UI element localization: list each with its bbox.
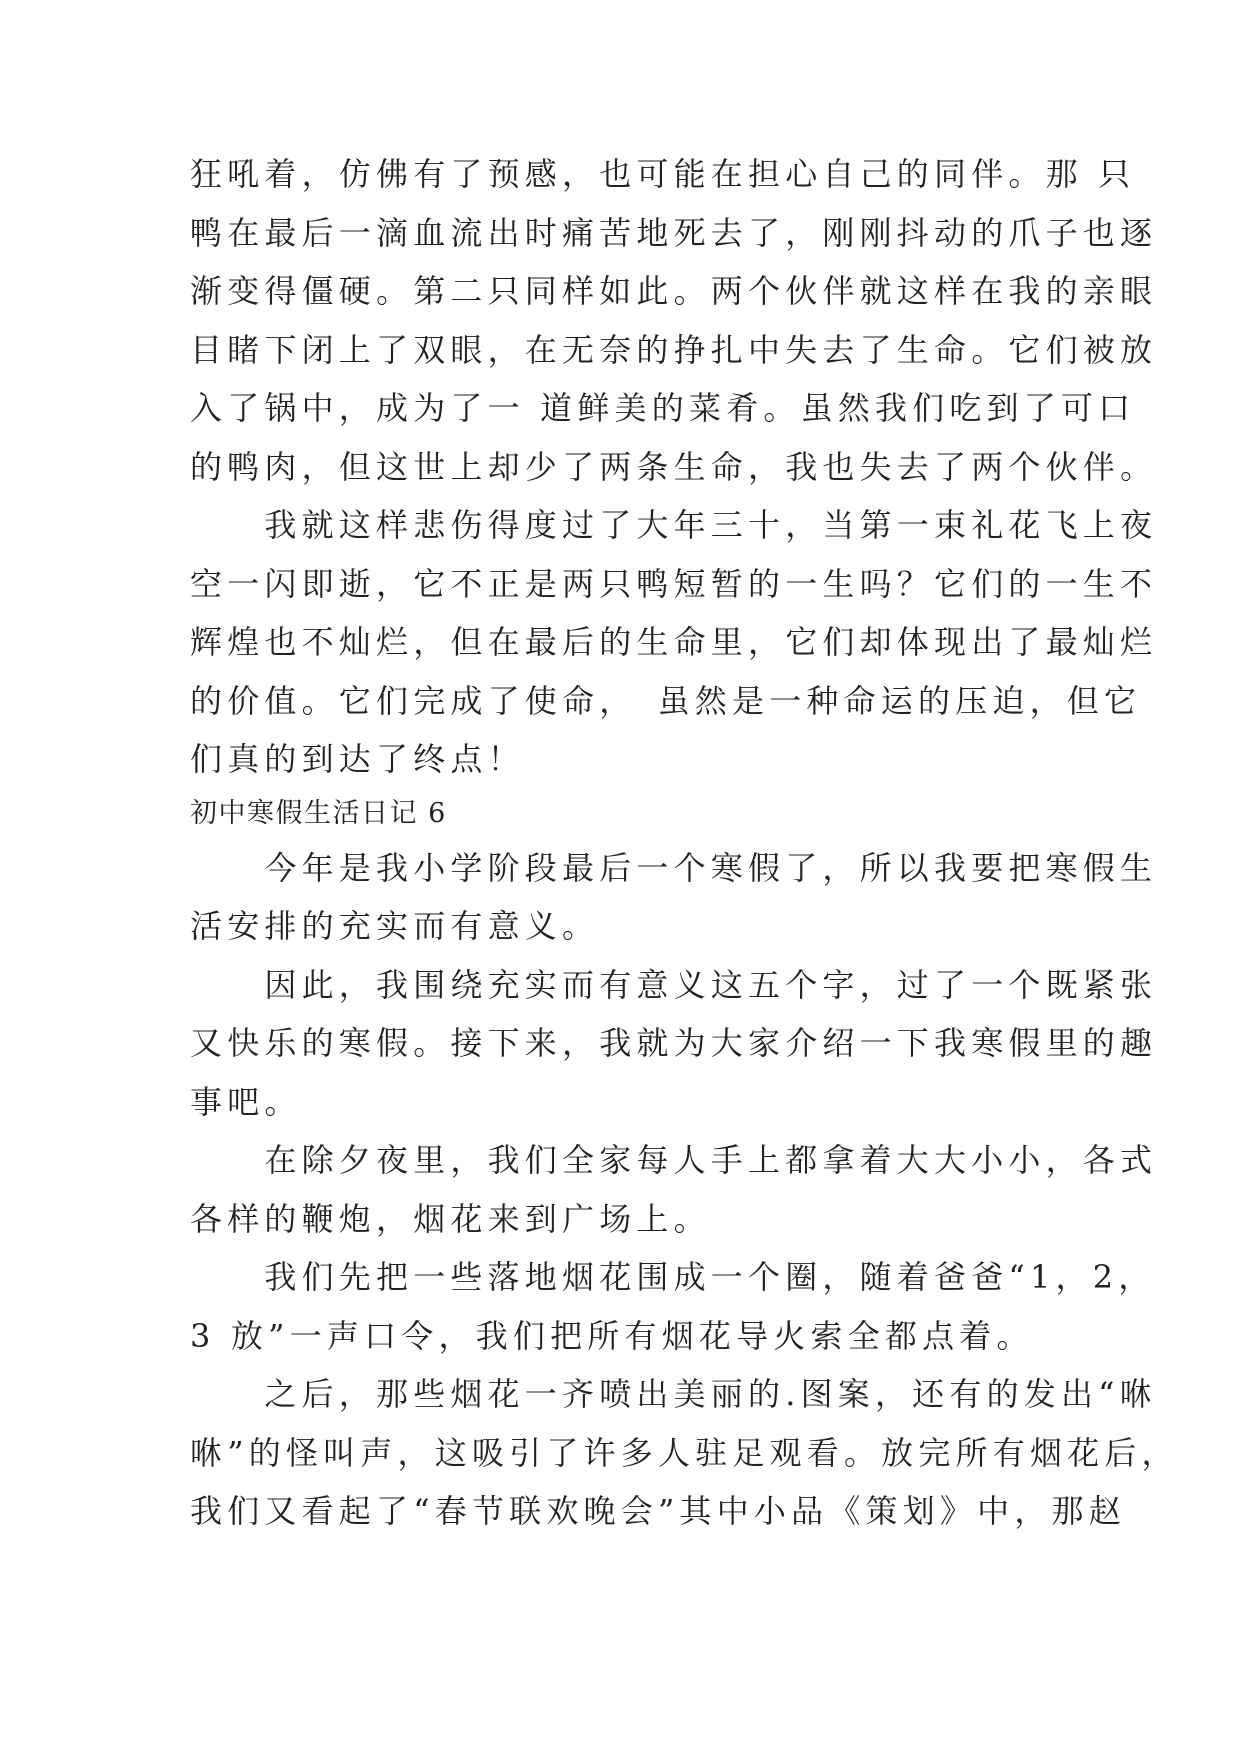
paragraph-line: 因此，我围绕充实而有意义这五个字，过了一个既紧张 [190, 965, 1158, 1004]
paragraph-line: 狂吼着，仿佛有了预感，也可能在担心自己的同伴。那 只 [190, 155, 1136, 193]
paragraph-line: 们真的到达了终点！ [190, 740, 525, 778]
paragraph-line: 今年是我小学阶段最后一个寒假了，所以我要把寒假生 [190, 848, 1158, 887]
paragraph-line: 目睹下闭上了双眼，在无奈的挣扎中失去了生命。它们被放 [190, 330, 1158, 369]
paragraph-line: 在除夕夜里，我们全家每人手上都拿着大大小小，各式 [190, 1141, 1158, 1179]
paragraph-line: 入了锅中，成为了一 道鲜美的菜肴。虽然我们吃到了可口 [190, 389, 1136, 427]
paragraph-line: 3 放”一声口令，我们把所有烟花导火索全都点着。 [190, 1316, 1034, 1355]
paragraph-line: 渐变得僵硬。第二只同样如此。两个伙伴就这样在我的亲眼 [190, 272, 1158, 310]
paragraph-line: 事吧。 [190, 1082, 302, 1121]
paragraph-line: 空一闪即逝，它不正是两只鸭短暂的一生吗？它们的一生不 [190, 564, 1158, 603]
paragraph-line: 辉煌也不灿烂，但在最后的生命里，它们却体现出了最灿烂 [190, 623, 1158, 661]
paragraph-line: 活安排的充实而有意义。 [190, 907, 600, 945]
paragraph-line: 我们又看起了“春节联欢晚会”其中小品《策划》中，那赵 [190, 1492, 1126, 1530]
paragraph-line: 鸭在最后一滴血流出时痛苦地死去了，刚刚抖动的爪子也逐 [190, 213, 1158, 252]
paragraph-line: 咻”的怪叫声，这吸引了许多人驻足观看。放完所有烟花后， [190, 1433, 1179, 1472]
paragraph-line: 我就这样悲伤得度过了大年三十，当第一束礼花飞上夜 [190, 506, 1158, 544]
document-body [190, 145, 1179, 1541]
paragraph-line: 的价值。它们完成了使命， 虽然是一种命运的压迫，但它 [190, 681, 1142, 720]
paragraph-line: 的鸭肉，但这世上却少了两条生命，我也失去了两个伙伴。 [190, 447, 1158, 486]
paragraph-line: 我们先把一些落地烟花围成一个圈，随着爸爸“1，2， [190, 1258, 1156, 1296]
paragraph-line: 各样的鞭炮，烟花来到广场上。 [190, 1199, 711, 1238]
section-heading: 初中寒假生活日记 6 [190, 797, 447, 829]
paragraph-line: 之后，那些烟花一齐喷出美丽的.图案，还有的发出“咻 [190, 1375, 1157, 1413]
paragraph-line: 又快乐的寒假。接下来，我就为大家介绍一下我寒假里的趣 [190, 1024, 1158, 1062]
